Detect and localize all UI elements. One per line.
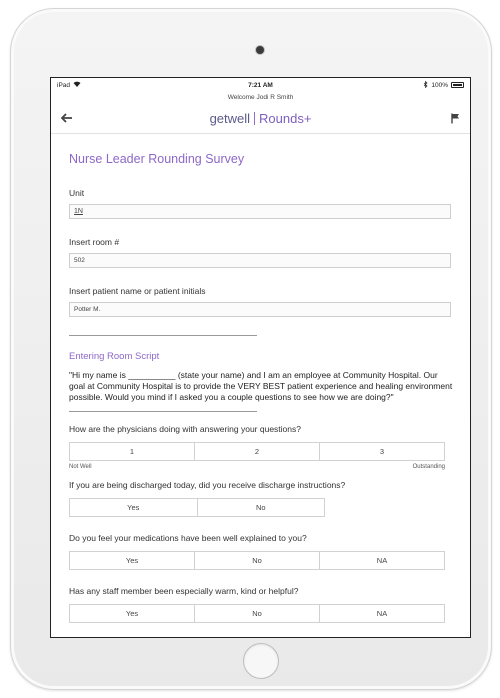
brand-product: Rounds+ <box>259 111 312 126</box>
screen <box>50 77 471 638</box>
yes-no-selector <box>69 498 325 517</box>
status-time: 7:21 AM <box>248 81 273 89</box>
no-option[interactable]: No <box>195 605 320 622</box>
yes-option[interactable]: Yes <box>70 605 195 622</box>
question-discharge: If you are being discharged today, did you receive discharge instructions? <box>69 480 346 490</box>
question-physicians: How are the physicians doing with answering your questions? <box>69 424 301 434</box>
flag-icon[interactable] <box>444 113 460 124</box>
yes-no-na-selector <box>69 604 445 623</box>
script-heading: Entering Room Script <box>69 351 160 362</box>
yes-option[interactable]: Yes <box>70 552 195 569</box>
home-button[interactable] <box>243 643 279 679</box>
ipad-frame <box>10 8 492 690</box>
camera <box>256 46 264 54</box>
device-label: iPad <box>57 81 71 89</box>
room-field[interactable]: 502 <box>69 253 451 268</box>
survey-content <box>51 134 470 623</box>
no-option[interactable]: No <box>195 552 320 569</box>
patient-field[interactable]: Potter M. <box>69 302 451 317</box>
divider-line <box>69 335 257 336</box>
question-medications: Do you feel your medications have been well explained to you? <box>69 533 307 543</box>
rating-option-1[interactable]: 1 <box>70 443 195 460</box>
brand-name: getwell <box>209 111 251 126</box>
room-label: Insert room # <box>69 237 120 247</box>
script-text: "Hi my name is __________ (state your name) and I am an employee at Community Hospital. Our goal at Community Hospital is to provide the VERY BEST patient experience and healing environment possible. Would you mind if I asked you a couple questions to see how we are doing?" <box>69 370 453 402</box>
patient-label: Insert patient name or patient initials <box>69 286 206 296</box>
scale-high-label: Outstanding <box>412 464 445 470</box>
na-option[interactable]: NA <box>320 605 444 622</box>
question-staff: Has any staff member been especially warm, kind or helpful? <box>69 586 299 596</box>
rating-option-3[interactable]: 3 <box>320 443 444 460</box>
divider-line <box>69 411 257 412</box>
welcome-text: Welcome Jodi R Smith <box>227 94 294 101</box>
no-option[interactable]: No <box>198 499 325 516</box>
scale-low-label: Not Well <box>69 464 92 470</box>
unit-field[interactable]: 1N <box>69 204 451 219</box>
status-bar <box>51 78 470 92</box>
rating-scale <box>69 442 445 461</box>
brand-divider <box>254 112 255 125</box>
nav-bar <box>51 104 470 134</box>
yes-option[interactable]: Yes <box>70 499 198 516</box>
battery-icon <box>451 82 464 88</box>
back-arrow-icon[interactable] <box>61 111 77 126</box>
na-option[interactable]: NA <box>320 552 444 569</box>
brand-logo <box>210 111 312 126</box>
battery-percent: 100% <box>431 81 448 89</box>
yes-no-na-selector <box>69 551 445 570</box>
survey-title: Nurse Leader Rounding Survey <box>69 152 245 166</box>
unit-label: Unit <box>69 188 85 198</box>
rating-option-2[interactable]: 2 <box>195 443 320 460</box>
